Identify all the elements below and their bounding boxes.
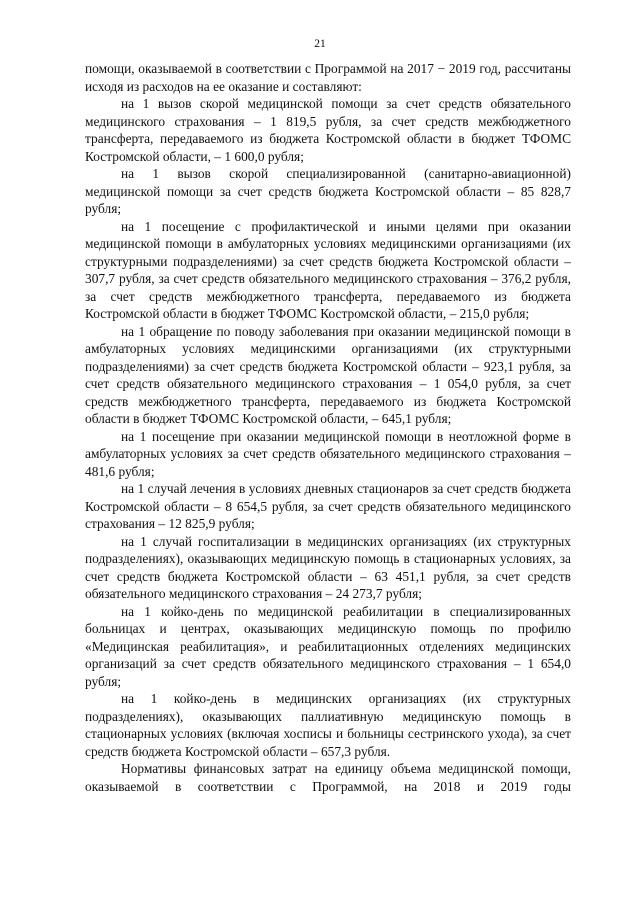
paragraph-palliative-bed-day: на 1 койко-день в медицинских организациях (их структурных подразделениях), оказывающих паллиативную медицинскую помощь в стационарных условиях (включая хосписы и больницы сестринского ухода), за счет средств бюджета Костромской области – 657,3 рубля. bbox=[85, 691, 571, 759]
paragraph-disease-appeal: на 1 обращение по поводу заболевания при оказании медицинской помощи в амбулаторных условиях медицинскими организациями (их структурными подразделениями) за счет средств бюджета Костромской области – 923,1 рубля, за счет средств обязательного медицинского страхования – 1 054,0 рубля, за счет средств межбюджетного трансферта, передаваемого из бюджета Костромской области в бюджет ТФОМС Костромской области, – 645,1 рубля; bbox=[85, 323, 571, 426]
paragraph-ambulance-call: на 1 вызов скорой медицинской помощи за счет средств обязательного медицинского страхования – 1 819,5 рубля, за счет средств межбюджетного трансферта, передаваемого из бюджета Костромской области в бюджет ТФОМС Костромской области, – 1 600,0 рубля; bbox=[85, 96, 571, 164]
body-text bbox=[85, 60, 571, 795]
paragraph-hospitalization: на 1 случай госпитализации в медицинских организациях (их структурных подразделениях), оказывающих медицинскую помощь в стационарных условиях, за счет средств бюджета Костромской области – 63 451,1 рубля, за счет средств обязательного медицинского страхования – 24 273,7 рубля; bbox=[85, 533, 571, 601]
paragraph-preventive-visit: на 1 посещение с профилактической и иными целями при оказании медицинской помощи в амбулаторных условиях медицинскими организациями (их структурными подразделениями) за счет средств бюджета Костромской области – 307,7 рубля, за счет средств обязательного медицинского страхования – 376,2 рубля, за счет средств межбюджетного трансферта, передаваемого из бюджета Костромской области в бюджет ТФОМС Костромской области, – 215,0 рубля; bbox=[85, 218, 571, 321]
paragraph-day-hospital: на 1 случай лечения в условиях дневных стационаров за счет средств бюджета Костромской области – 8 654,5 рубля, за счет средств обязательного медицинского страхования – 12 825,9 рубля; bbox=[85, 481, 571, 531]
paragraph-rehabilitation-bed-day: на 1 койко-день по медицинской реабилитации в специализированных больницах и центрах, оказывающих медицинскую помощь по профилю «Медицинская реабилитация», и реабилитационных отделениях медицинских организаций за счет средств обязательного медицинского страхования – 1 654,0 рубля; bbox=[85, 603, 571, 689]
paragraph-urgent-visit: на 1 посещение при оказании медицинской помощи в неотложной форме в амбулаторных условиях за счет средств обязательного медицинского страхования – 481,6 рубля; bbox=[85, 428, 571, 479]
paragraph-continuation: помощи, оказываемой в соответствии с Программой на 2017 − 2019 год, рассчитаны исходя из расходов на ее оказание и составляют: bbox=[85, 61, 571, 94]
paragraph-financial-norms: Нормативы финансовых затрат на единицу объема медицинской помощи, оказываемой в соответствии с Программой, на 2018 и 2019 годы bbox=[85, 761, 571, 794]
page-number: 21 bbox=[314, 38, 326, 50]
paragraph-air-ambulance-call: на 1 вызов скорой специализированной (санитарно-авиационной) медицинской помощи за счет средств бюджета Костромской области – 85 828,7 рубля; bbox=[85, 166, 571, 216]
